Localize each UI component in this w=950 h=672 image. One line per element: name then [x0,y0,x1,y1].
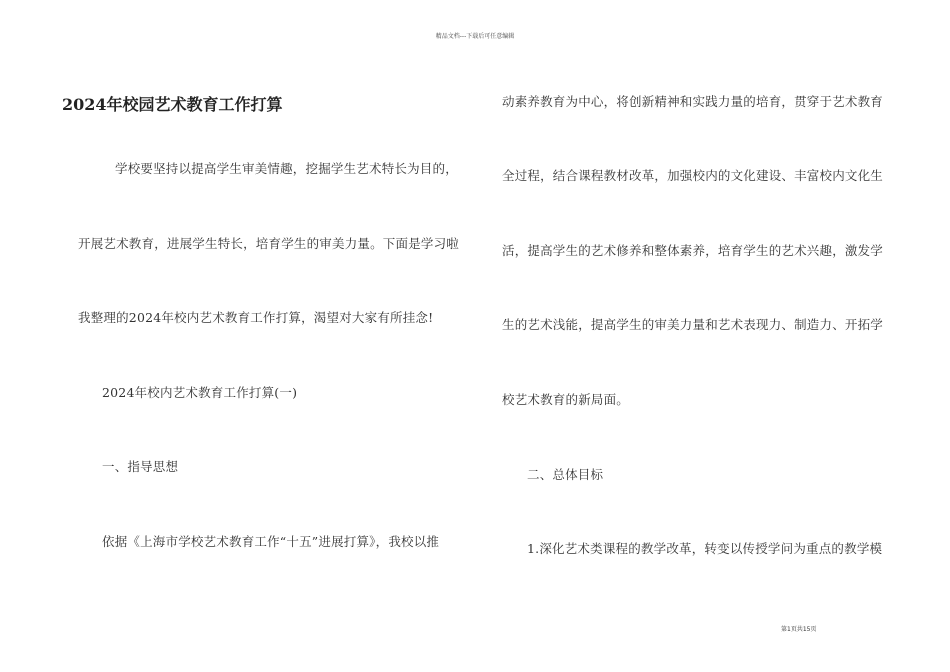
header-note: 精品文档---下载后可任意编辑 [435,33,515,40]
paragraph-line: 生的艺术浅能，提高学生的审美力量和艺术表现力、制造力、开拓学 [502,317,884,332]
document-title: 2024年校园艺术教育工作打算 [62,95,283,114]
section-heading: 2024年校内艺术教育工作打算(一) [102,385,298,400]
section-heading: 二、总体目标 [527,467,604,482]
page-number: 第1页共15页 [781,626,817,633]
paragraph-line: 动素养教育为中心，将创新精神和实践力量的培育，贯穿于艺术教育 [502,94,884,109]
paragraph-line: 1.深化艺术类课程的教学改革，转变以传授学问为重点的教学模 [527,541,883,556]
paragraph-line: 学校要坚持以提高学生审美情趣，挖掘学生艺术特长为目的， [115,161,458,176]
paragraph-line: 开展艺术教育，进展学生特长，培育学生的审美力量。下面是学习啦 [78,236,460,251]
paragraph-line: 全过程，结合课程教材改革，加强校内的文化建设、丰富校内文化生 [502,168,884,183]
paragraph-line: 依据《上海市学校艺术教育工作“十五”进展打算》，我校以推 [102,534,440,549]
section-heading: 一、指导思想 [102,459,179,474]
paragraph-line: 我整理的2024年校内艺术教育工作打算，渴望对大家有所挂念! [78,310,434,325]
paragraph-line: 活，提高学生的艺术修养和整体素养，培育学生的艺术兴趣，激发学 [502,243,884,258]
paragraph-line: 校艺术教育的新局面。 [502,392,630,407]
